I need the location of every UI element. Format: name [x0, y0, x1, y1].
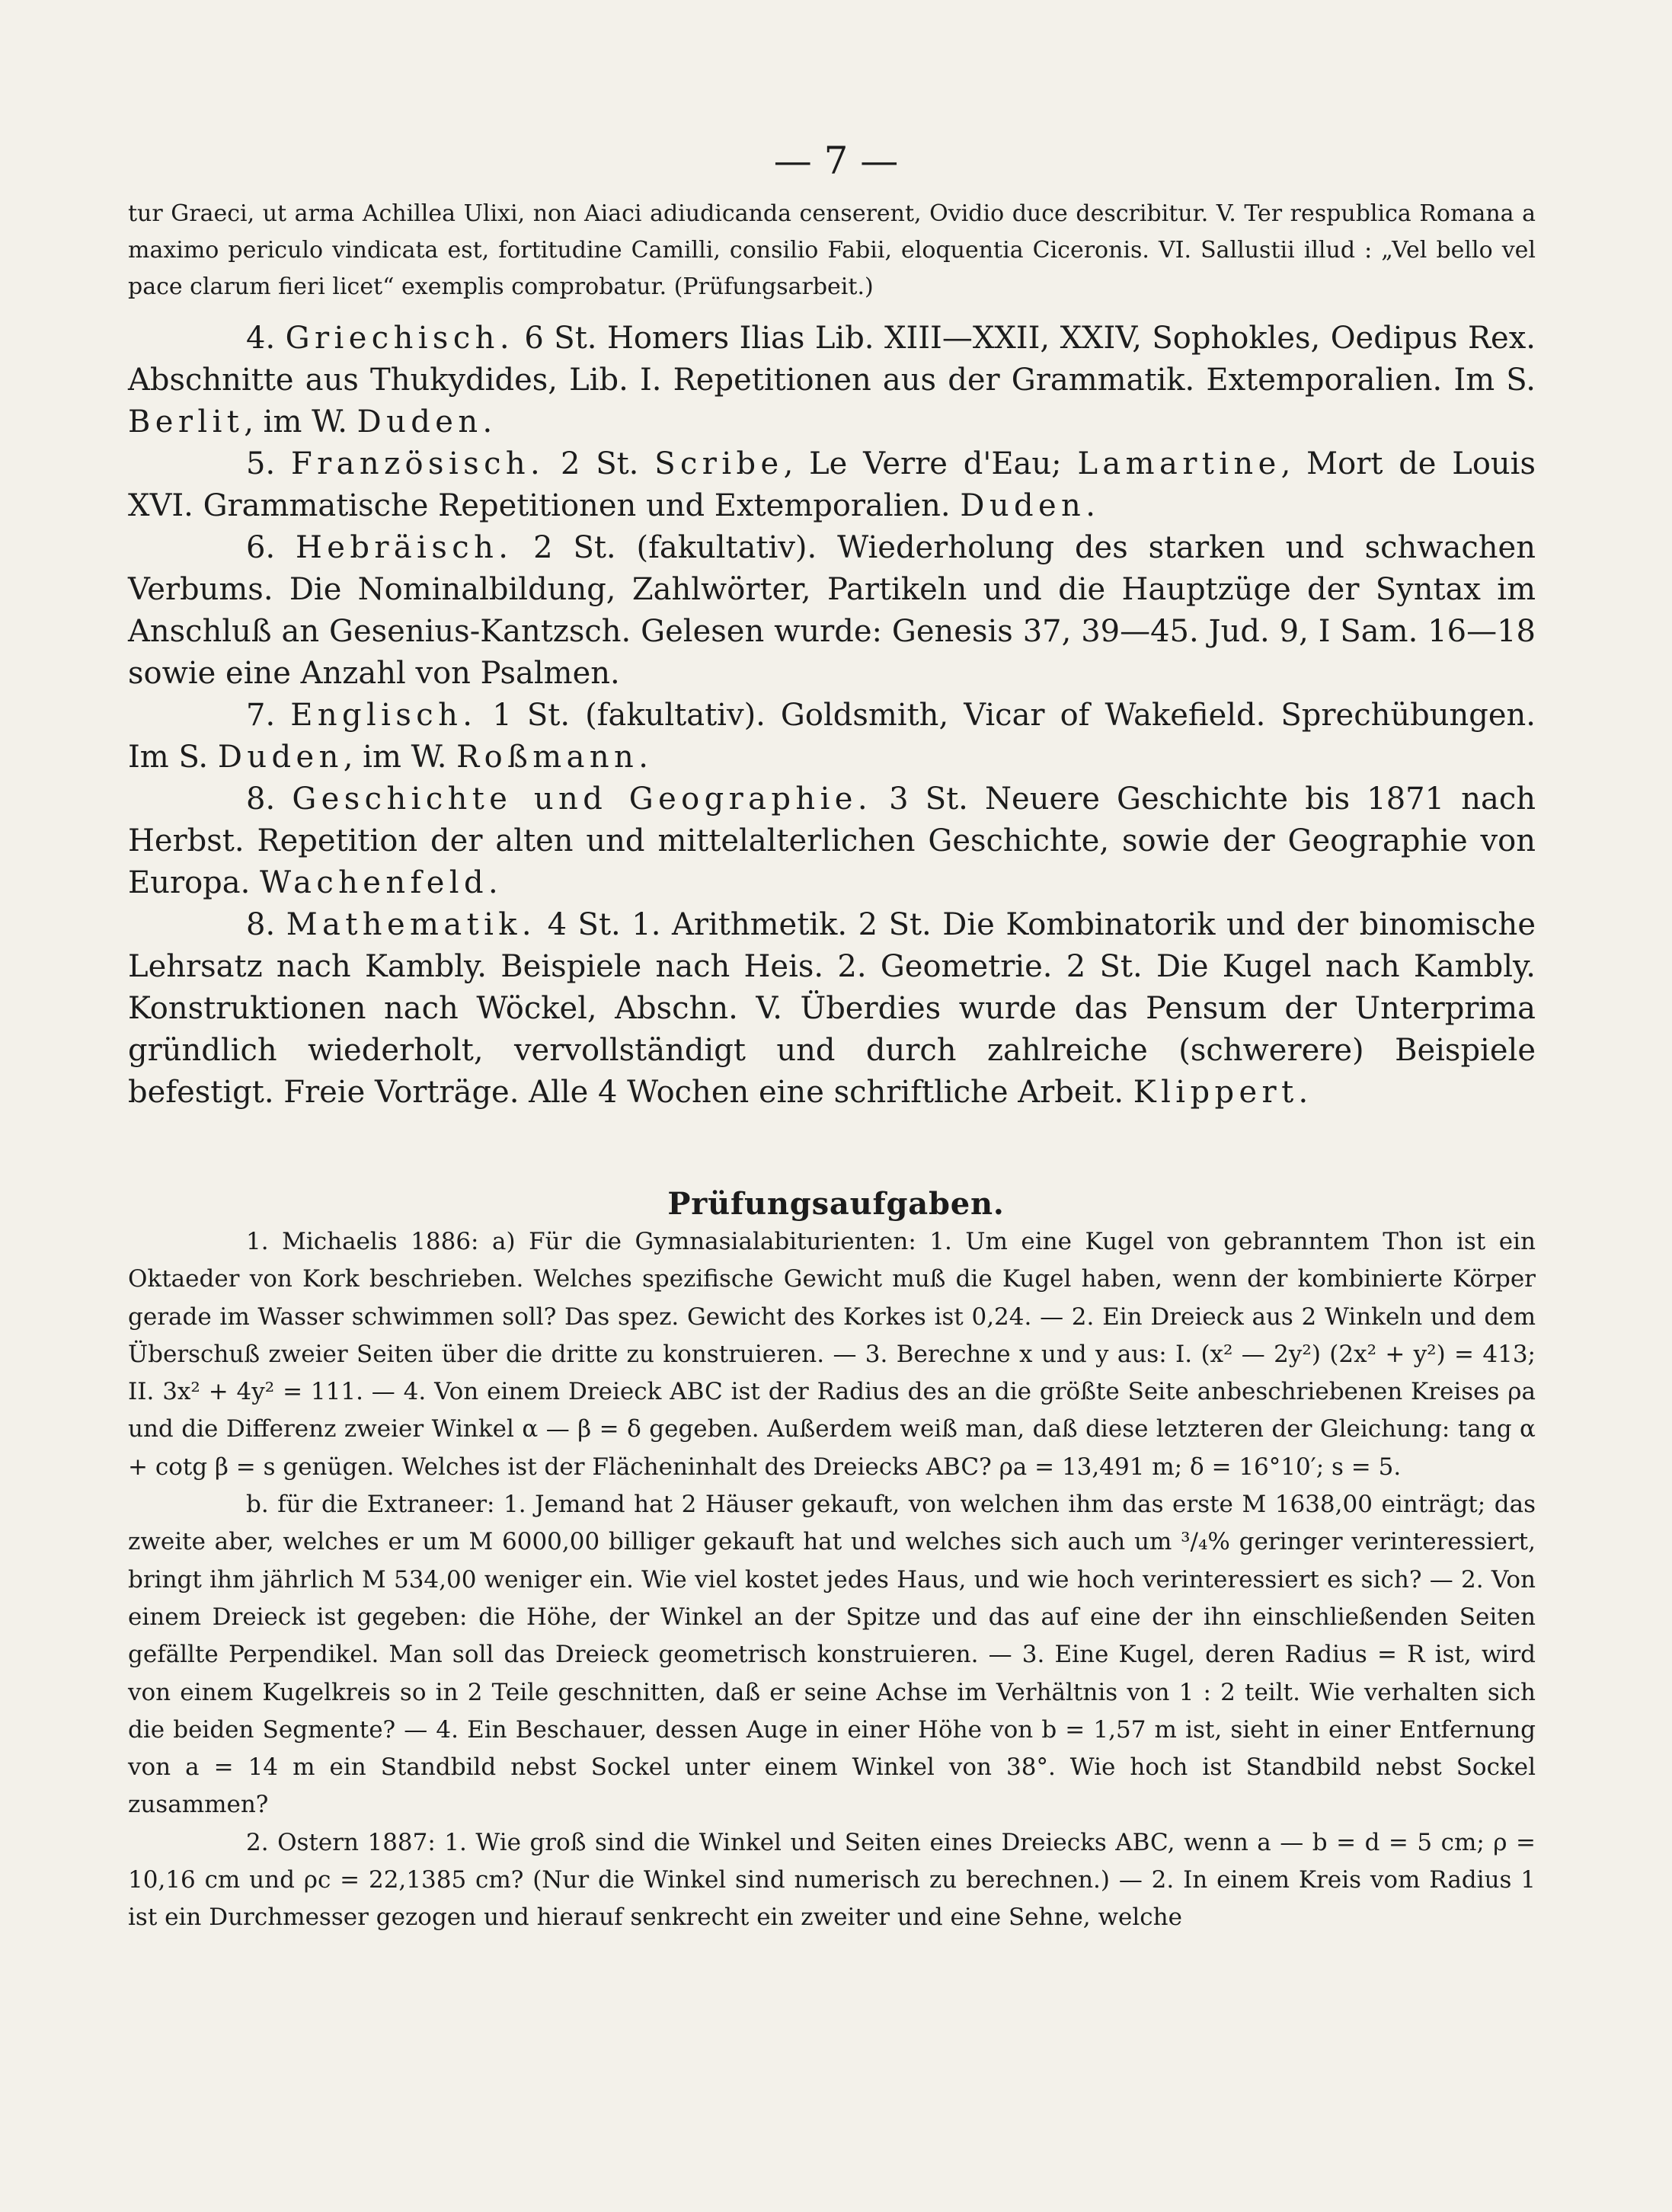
section-title: Hebräisch. — [296, 530, 513, 565]
section-number: 6. — [246, 530, 276, 565]
teacher-name: Berlit — [128, 404, 245, 440]
section-text: , im W. — [343, 740, 457, 775]
section-text: 2 St. — [545, 446, 655, 481]
author-name: Scribe — [654, 446, 784, 481]
teacher-name: Duden — [356, 404, 483, 440]
teacher-name: Roßmann — [456, 740, 639, 775]
section-text: , im W. — [244, 404, 357, 440]
section-title: Geschichte und Geographie. — [292, 782, 872, 817]
exam-block — [128, 1223, 1536, 1937]
section-text: . — [1085, 488, 1095, 523]
section-text: . — [638, 740, 648, 775]
section-number: 8. — [246, 782, 276, 817]
section-title: Mathematik. — [286, 907, 537, 942]
section-number: 4. — [246, 321, 276, 356]
teacher-name: Wachenfeld — [260, 865, 489, 900]
section-text: , Mort de Louis XVI. Grammatische Repetitionen und Extemporalien. — [128, 446, 1536, 523]
section-text: 6 St. Homers Ilias Lib. XIII—XXII, XXIV, Sophokles, Oedipus Rex. Abschnitte aus Thukydides, Lib. I. Repetitionen aus der Grammatik. Extemporalien. Im S. — [128, 321, 1536, 398]
section-text: , Le Verre d'Eau; — [783, 446, 1078, 481]
teacher-name: Duden — [960, 488, 1086, 523]
section-text: 3 St. Neuere Geschichte bis 1871 nach Herbst. Repetition der alten und mittelalterlichen Geschichte, sowie der Geographie von Europa. — [128, 782, 1536, 900]
exam-paragraph-extraneer: b. für die Extraneer: 1. Jemand hat 2 Häuser gekauft, von welchen ihm das erste M 1638,00 einträgt; das zweite aber, welches er um M 6000,00 billiger gekauft hat und welches sich auch um ³/₄% geringer verinteressiert, bringt ihm jährlich M 534,00 weniger ein. Wie viel kostet jedes Haus, und wie hoch verinteressiert es sich? — 2. Von einem Dreieck ist gegeben: die Höhe, der Winkel an der Spitze und das auf eine der ihn einschließenden Seiten gefällte Perpendikel. Man soll das Dreieck geometrisch konstruieren. — 3. Eine Kugel, deren Radius = R ist, wird von einem Kugelkreis so in 2 Teile geschnitten, daß er seine Achse im Verhältnis von 1 : 2 teilt. Wie verhalten sich die beiden Segmente? — 4. Ein Beschauer, dessen Auge in einer Höhe von b = 1,57 m ist, sieht in einer Entfernung von a = 14 m ein Standbild nebst Sockel unter einem Winkel von 38°. Wie hoch ist Standbild nebst Sockel zusammen? — [128, 1491, 1536, 1819]
section-french — [128, 443, 1536, 527]
section-hebrew — [128, 527, 1536, 695]
section-text: 4 St. 1. Arithmetik. 2 St. Die Kombinatorik und der binomische Lehrsatz nach Kambly. Beispiele nach Heis. 2. Geometrie. 2 St. Die Kugel nach Kambly. Konstruktionen nach Wöckel, Abschn. V. Überdies wurde das Pensum der Unterprima gründlich wiederholt, vervollständigt und durch zahlreiche (schwerere) Beispiele befestigt. Freie Vorträge. Alle 4 Wochen eine schriftliche Arbeit. — [128, 907, 1536, 1110]
page-number: — 7 — — [773, 139, 899, 183]
section-text: . — [1298, 1075, 1309, 1110]
section-mathematics — [128, 904, 1536, 1114]
exam-heading: Prüfungsaufgaben. — [667, 1186, 1005, 1222]
author-name: Lamartine — [1077, 446, 1281, 481]
section-text: 1 St. (fakultativ). Goldsmith, Vicar of Wakefield. Sprechübungen. Im S. — [128, 698, 1536, 775]
section-number: 5. — [246, 446, 276, 481]
section-text: 2 St. (fakultativ). Wiederholung des starken und schwachen Verbums. Die Nominalbildung, Zahlwörter, Partikeln und die Hauptzüge der Syntax im Anschluß an Gesenius-Kantzsch. Gelesen wurde: Genesis 37, 39—45. Jud. 9, I Sam. 16—18 sowie eine Anzahl von Psalmen. — [128, 530, 1536, 691]
exam-paragraph-michaelis: 1. Michaelis 1886: a) Für die Gymnasialabiturienten: 1. Um eine Kugel von gebranntem Thon ist ein Oktaeder von Kork beschrieben. Welches spezifische Gewicht muß die Kugel haben, wenn der kombinierte Körper gerade im Wasser schwimmen soll? Das spez. Gewicht des Korkes ist 0,24. — 2. Ein Dreieck aus 2 Winkeln und dem Überschuß zweier Seiten über die dritte zu konstruieren. — 3. Berechne x und y aus: I. (x² — 2y²) (2x² + y²) = 413; II. 3x² + 4y² = 111. — 4. Von einem Dreieck ABC ist der Radius des an die größte Seite anbeschriebenen Kreises ρa und die Differenz zweier Winkel α — β = δ gegeben. Außerdem weiß man, daß diese letzteren der Gleichung: tang α + cotg β = s genügen. Welches ist der Flächeninhalt des Dreiecks ABC? ρa = 13,491 m; δ = 16°10′; s = 5. — [128, 1228, 1536, 1481]
section-text: . — [488, 865, 498, 900]
section-number: 7. — [246, 698, 276, 733]
section-title: Englisch. — [290, 698, 478, 733]
teacher-name: Duden — [217, 740, 344, 775]
section-greek — [128, 318, 1536, 443]
section-number: 8. — [246, 907, 276, 942]
section-title: Griechisch. — [285, 321, 514, 356]
section-history — [128, 778, 1536, 904]
exam-paragraph-ostern: 2. Ostern 1887: 1. Wie groß sind die Winkel und Seiten eines Dreiecks ABC, wenn a — b = d = 5 cm; ρ = 10,16 cm und ρc = 22,1385 cm? (Nur die Winkel sind numerisch zu berechnen.) — 2. In einem Kreis vom Radius 1 ist ein Durchmesser gezogen und hierauf senkrecht ein zweiter und eine Sehne, welche — [128, 1828, 1536, 1932]
teacher-name: Klippert — [1133, 1075, 1299, 1110]
intro-paragraph: tur Graeci, ut arma Achillea Ulixi, non Aiaci adiudicanda censerent, Ovidio duce describitur. V. Ter respublica Romana a maximo periculo vindicata est, fortitudine Camilli, consilio Fabii, eloquentia Ciceronis. VI. Sallustii illud : „Vel bello vel pace clarum fieri licet“ exemplis comprobatur. (Prüfungsarbeit.) — [128, 200, 1536, 300]
section-title: Französisch. — [290, 446, 545, 481]
intro-paragraph-block — [128, 196, 1536, 305]
section-english — [128, 695, 1536, 778]
section-text: . — [482, 404, 493, 440]
subjects-block — [128, 318, 1536, 1114]
